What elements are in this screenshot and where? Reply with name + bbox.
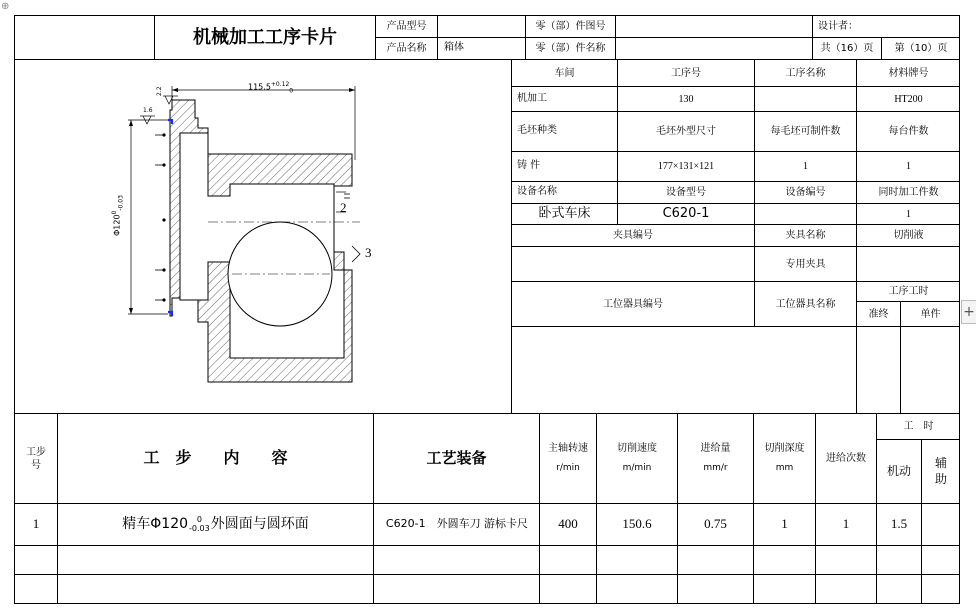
part-section-hatch [155,100,360,382]
process-time-label: 工序工时 [888,286,929,297]
part-drawing-label: 零（部）件图号 [535,21,606,32]
simultaneous-value: 1 [906,208,911,220]
material-label: 材料牌号 [888,67,929,79]
table-row-1-spindle-speed: 400 [558,516,578,532]
table-row-1-equipment: C620-1 外圆车刀 游标卡尺 [385,517,529,531]
step-content-header: 工 步 内 容 [143,448,288,468]
process-no-value: 130 [678,93,694,105]
simultaneous-label: 同时加工件数 [878,187,939,198]
fixture-name-label: 夹具名称 [785,230,826,241]
machine-time-header: 机动 [886,463,911,478]
cutting-speed-header: 切削速度 m/min [617,443,657,474]
part-drawing-value [616,16,812,37]
roughness-left: 1.6 [143,107,153,114]
equipment-name-label: 设备名称 [517,186,557,197]
feed-header: 进给量 mm/r [700,443,731,474]
fixture-name-value: 专用夹具 [785,258,826,270]
roughness-top: 2.2 [156,86,163,96]
equipment-header: 工艺装备 [426,448,487,467]
fixture-no-label: 夹具编号 [613,230,653,241]
depth-header: 切削深度 mm [764,443,805,474]
equipment-model-label: 设备型号 [666,187,706,198]
dim-diameter-value: $\Phi 120^0_{-0.03}$ [111,195,125,236]
part-name-label: 零（部）件名称 [535,43,606,54]
station-tool-no-label: 工位器具编号 [603,298,663,310]
per-machine-value: 1 [906,161,911,172]
card-title: 机械加工工序卡片 [193,26,337,48]
step-no-header: 工步号 [26,446,46,471]
table-row-1-depth: 1 [781,516,788,532]
product-model-label: 产品型号 [386,21,427,32]
part-name-value [616,38,812,59]
equipment-name-value: 卧式车床 [538,205,591,221]
process-name-value [755,87,856,111]
per-machine-label: 每台件数 [888,126,929,137]
add-button[interactable]: + [961,300,976,324]
process-no-label: 工序号 [671,67,701,79]
blank-type-value: 铸 件 [517,160,541,171]
per-blank-value: 1 [803,161,808,172]
current-page: 第（10）页 [894,43,948,54]
product-name-value: 箱体 [444,42,464,53]
table-row-1-auxiliary-time [922,504,960,545]
table-row-1-machine-time: 1.5 [890,516,908,532]
table-row-1-feed: 0.75 [704,516,727,532]
auxiliary-time-header: 辅助 [934,455,947,486]
prep-time-label: 准终 [868,308,889,320]
table-row-1-content: 精车Φ120 0 -0.03 外圆面与圆环面 [122,514,309,533]
table-row-1-passes: 1 [842,516,850,532]
spindle-speed-header: 主轴转速 r/min [548,443,588,474]
station-tool-name-label: 工位器具名称 [775,298,836,310]
equipment-no-label: 设备编号 [785,187,826,198]
product-name-label: 产品名称 [386,43,427,54]
move-handle-icon[interactable]: ⊕ [1,1,10,12]
product-model-value [438,16,525,37]
total-pages: 共（16）页 [820,43,874,54]
equipment-no-value [755,204,856,224]
blank-size-value: 177×131×121 [657,161,715,172]
process-name-label: 工序名称 [785,67,826,79]
unit-time-label: 单件 [920,308,941,320]
face-label-2: 2 [340,200,347,215]
material-value: HT200 [894,93,923,105]
equipment-model-value: C620-1 [662,205,710,221]
coolant-label: 切削液 [893,230,924,241]
man-hours-header: 工 时 [903,421,934,432]
face-label-3: 3 [365,245,372,260]
workshop-label: 车间 [554,67,575,79]
table-row-1-step-no: 1 [32,516,40,532]
workshop-value: 机加工 [517,93,547,104]
per-blank-label: 每毛坯可制件数 [770,126,841,137]
blank-type-label: 毛坯种类 [517,125,557,136]
table-row-1-cutting-speed: 150.6 [622,516,652,532]
designer-label: 设计者： [818,21,858,32]
dim-length-value: $115.5^{+0.12}_0$ [248,81,294,95]
passes-header: 进给次数 [826,453,866,464]
blank-size-label: 毛坯外型尺寸 [656,126,716,137]
